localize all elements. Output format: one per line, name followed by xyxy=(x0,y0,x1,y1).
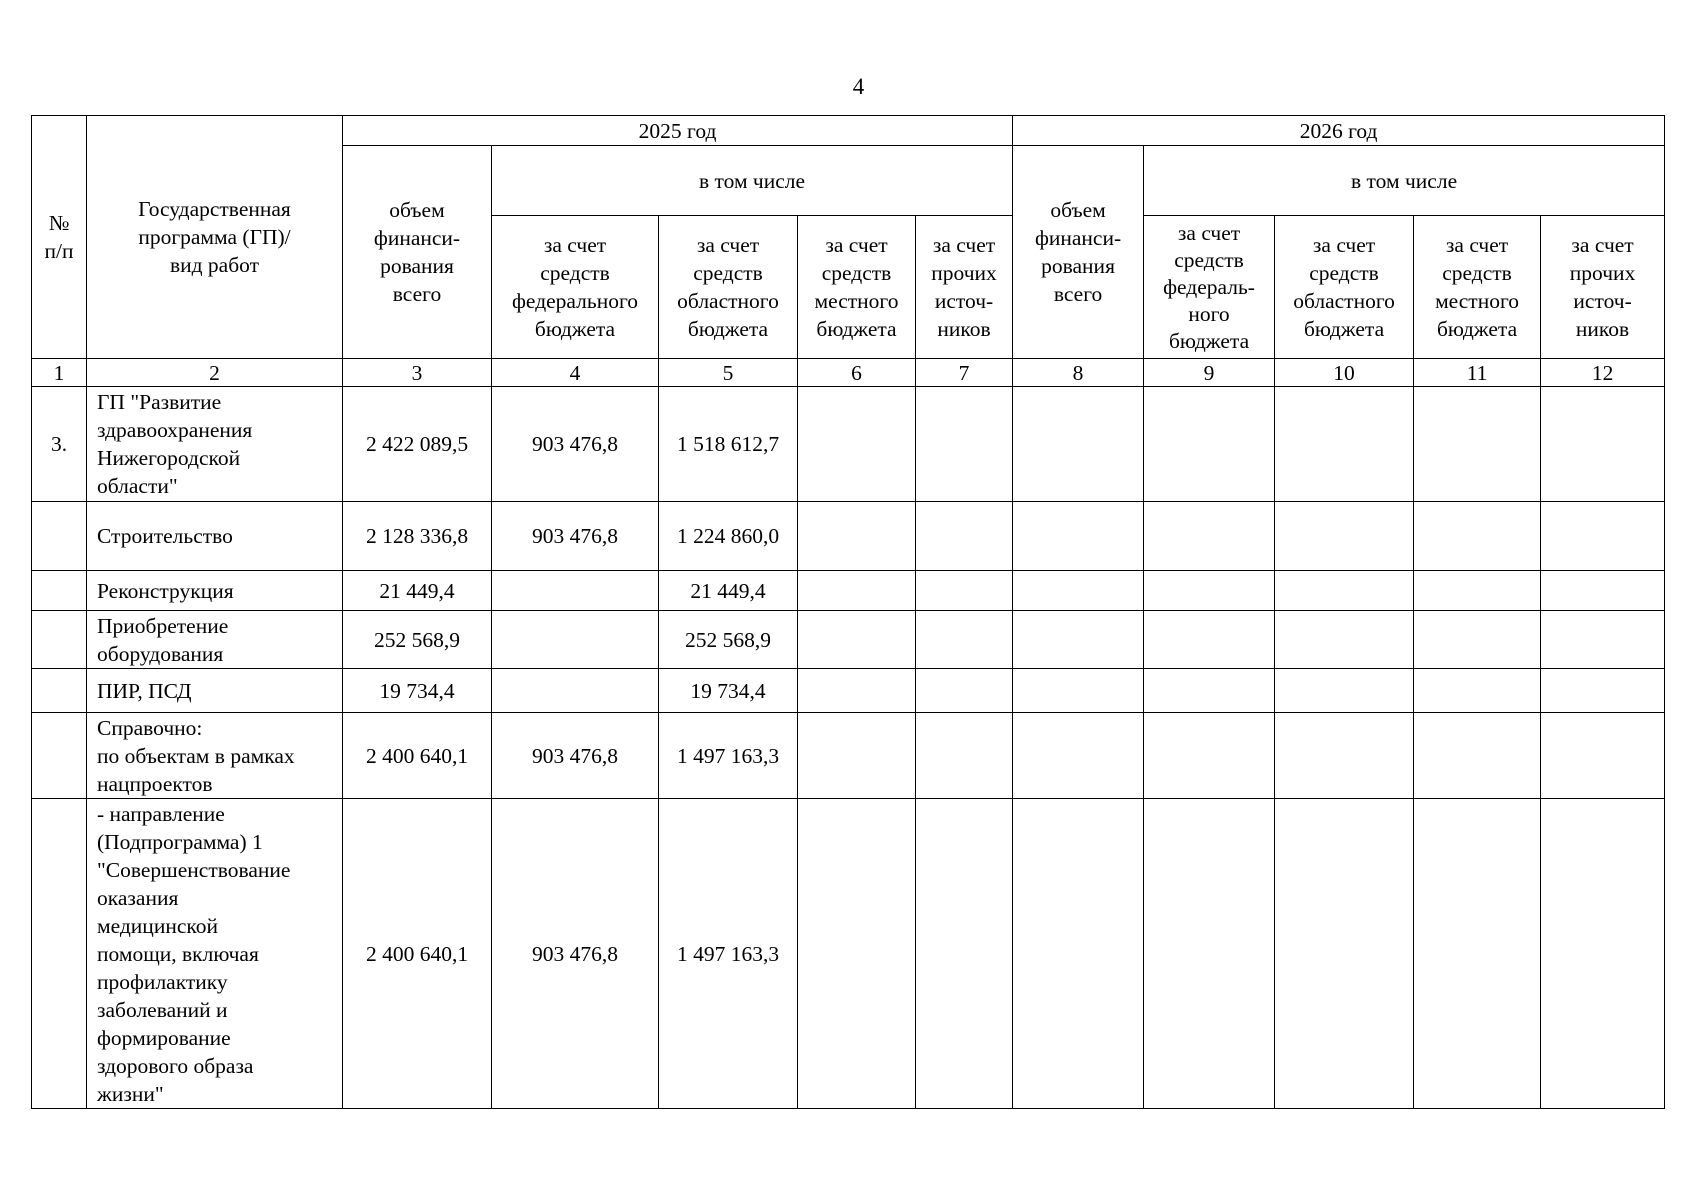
row-index xyxy=(32,713,87,799)
empty-cell xyxy=(1275,571,1414,611)
empty-cell xyxy=(1414,799,1541,1109)
header-2025-federal: за счет средств федерального бюджета xyxy=(492,216,659,359)
empty-cell xyxy=(1144,713,1275,799)
row-index xyxy=(32,799,87,1109)
table-row xyxy=(32,799,1665,1109)
empty-cell xyxy=(916,611,1013,669)
header-2026-regional: за счет средств областного бюджета xyxy=(1275,216,1414,359)
header-2025-total: объем финанси- рования всего xyxy=(343,146,492,359)
empty-cell xyxy=(1541,387,1665,502)
empty-cell xyxy=(1541,799,1665,1109)
empty-cell xyxy=(1013,713,1144,799)
empty-cell xyxy=(1275,799,1414,1109)
cell-regional-2025: 1 224 860,0 xyxy=(659,502,798,571)
financing-table xyxy=(31,115,1665,1109)
page-number: 4 xyxy=(852,74,865,99)
column-number: 2 xyxy=(87,359,343,387)
cell-regional-2025: 21 449,4 xyxy=(659,571,798,611)
header-2025-regional: за счет средств областного бюджета xyxy=(659,216,798,359)
empty-cell xyxy=(916,502,1013,571)
empty-cell xyxy=(1144,799,1275,1109)
header-year-2026: 2026 год xyxy=(1013,116,1665,146)
cell-total-2025: 21 449,4 xyxy=(343,571,492,611)
column-number: 8 xyxy=(1013,359,1144,387)
empty-cell xyxy=(1541,571,1665,611)
empty-cell xyxy=(1275,387,1414,502)
empty-cell xyxy=(1013,502,1144,571)
empty-cell xyxy=(1275,713,1414,799)
cell-total-2025: 2 422 089,5 xyxy=(343,387,492,502)
table-row xyxy=(32,611,1665,669)
empty-cell xyxy=(916,387,1013,502)
header-2026-total: объем финанси- рования всего xyxy=(1013,146,1144,359)
empty-cell xyxy=(1414,669,1541,713)
cell-total-2025: 252 568,9 xyxy=(343,611,492,669)
empty-cell xyxy=(798,713,916,799)
empty-cell xyxy=(1541,713,1665,799)
cell-total-2025: 2 400 640,1 xyxy=(343,799,492,1109)
empty-cell xyxy=(798,502,916,571)
column-number: 1 xyxy=(32,359,87,387)
cell-federal-2025 xyxy=(492,571,659,611)
row-name: Строительство xyxy=(87,502,343,571)
column-number: 9 xyxy=(1144,359,1275,387)
empty-cell xyxy=(1275,611,1414,669)
row-name: ГП "Развитие здравоохранения Нижегородской области" xyxy=(87,387,343,502)
table-row xyxy=(32,571,1665,611)
empty-cell xyxy=(916,713,1013,799)
row-index xyxy=(32,611,87,669)
row-name: Приобретение оборудования xyxy=(87,611,343,669)
empty-cell xyxy=(1414,571,1541,611)
row-index xyxy=(32,571,87,611)
row-name: ПИР, ПСД xyxy=(87,669,343,713)
empty-cell xyxy=(916,571,1013,611)
header-2025-including: в том числе xyxy=(492,146,1013,216)
cell-federal-2025: 903 476,8 xyxy=(492,713,659,799)
column-number: 4 xyxy=(492,359,659,387)
empty-cell xyxy=(1013,799,1144,1109)
header-2026-federal: за счет средств федераль- ного бюджета xyxy=(1144,216,1275,359)
cell-total-2025: 2 128 336,8 xyxy=(343,502,492,571)
empty-cell xyxy=(1013,611,1144,669)
cell-federal-2025 xyxy=(492,669,659,713)
table-row xyxy=(32,713,1665,799)
empty-cell xyxy=(798,387,916,502)
cell-federal-2025: 903 476,8 xyxy=(492,799,659,1109)
empty-cell xyxy=(1414,611,1541,669)
empty-cell xyxy=(1144,571,1275,611)
row-name: Реконструкция xyxy=(87,571,343,611)
empty-cell xyxy=(1275,502,1414,571)
empty-cell xyxy=(1541,669,1665,713)
row-index: 3. xyxy=(32,387,87,502)
cell-regional-2025: 1 497 163,3 xyxy=(659,799,798,1109)
header-row-years xyxy=(32,116,1665,146)
table-row xyxy=(32,669,1665,713)
column-number: 11 xyxy=(1414,359,1541,387)
header-2026-local: за счет средств местного бюджета xyxy=(1414,216,1541,359)
empty-cell xyxy=(798,669,916,713)
cell-regional-2025: 1 518 612,7 xyxy=(659,387,798,502)
empty-cell xyxy=(798,611,916,669)
header-index: № п/п xyxy=(32,116,87,359)
empty-cell xyxy=(916,669,1013,713)
header-2025-local: за счет средств местного бюджета xyxy=(798,216,916,359)
header-2025-other: за счет прочих источ- ников xyxy=(916,216,1013,359)
empty-cell xyxy=(1144,502,1275,571)
column-numbers-row xyxy=(32,359,1665,387)
empty-cell xyxy=(1414,387,1541,502)
cell-federal-2025: 903 476,8 xyxy=(492,502,659,571)
empty-cell xyxy=(1013,669,1144,713)
empty-cell xyxy=(798,571,916,611)
table-row xyxy=(32,502,1665,571)
column-number: 10 xyxy=(1275,359,1414,387)
row-name: Справочно: по объектам в рамках нацпроектов xyxy=(87,713,343,799)
empty-cell xyxy=(1144,669,1275,713)
cell-regional-2025: 19 734,4 xyxy=(659,669,798,713)
row-name: - направление (Подпрограмма) 1 "Совершенствование оказания медицинской помощи, включая профилактику заболеваний и формирование здорового образа жизни" xyxy=(87,799,343,1109)
table-row xyxy=(32,387,1665,502)
column-number: 12 xyxy=(1541,359,1665,387)
column-number: 6 xyxy=(798,359,916,387)
column-number: 5 xyxy=(659,359,798,387)
empty-cell xyxy=(1013,571,1144,611)
header-program: Государственная программа (ГП)/ вид работ xyxy=(87,116,343,359)
empty-cell xyxy=(1275,669,1414,713)
empty-cell xyxy=(1414,713,1541,799)
header-year-2025: 2025 год xyxy=(343,116,1013,146)
row-index xyxy=(32,669,87,713)
header-2026-including: в том числе xyxy=(1144,146,1665,216)
cell-regional-2025: 252 568,9 xyxy=(659,611,798,669)
empty-cell xyxy=(1144,611,1275,669)
empty-cell xyxy=(798,799,916,1109)
cell-total-2025: 2 400 640,1 xyxy=(343,713,492,799)
header-2026-other: за счет прочих источ- ников xyxy=(1541,216,1665,359)
column-number: 3 xyxy=(343,359,492,387)
empty-cell xyxy=(1541,611,1665,669)
column-number: 7 xyxy=(916,359,1013,387)
cell-federal-2025 xyxy=(492,611,659,669)
row-index xyxy=(32,502,87,571)
cell-regional-2025: 1 497 163,3 xyxy=(659,713,798,799)
empty-cell xyxy=(1144,387,1275,502)
empty-cell xyxy=(1541,502,1665,571)
empty-cell xyxy=(916,799,1013,1109)
cell-federal-2025: 903 476,8 xyxy=(492,387,659,502)
empty-cell xyxy=(1013,387,1144,502)
cell-total-2025: 19 734,4 xyxy=(343,669,492,713)
empty-cell xyxy=(1414,502,1541,571)
